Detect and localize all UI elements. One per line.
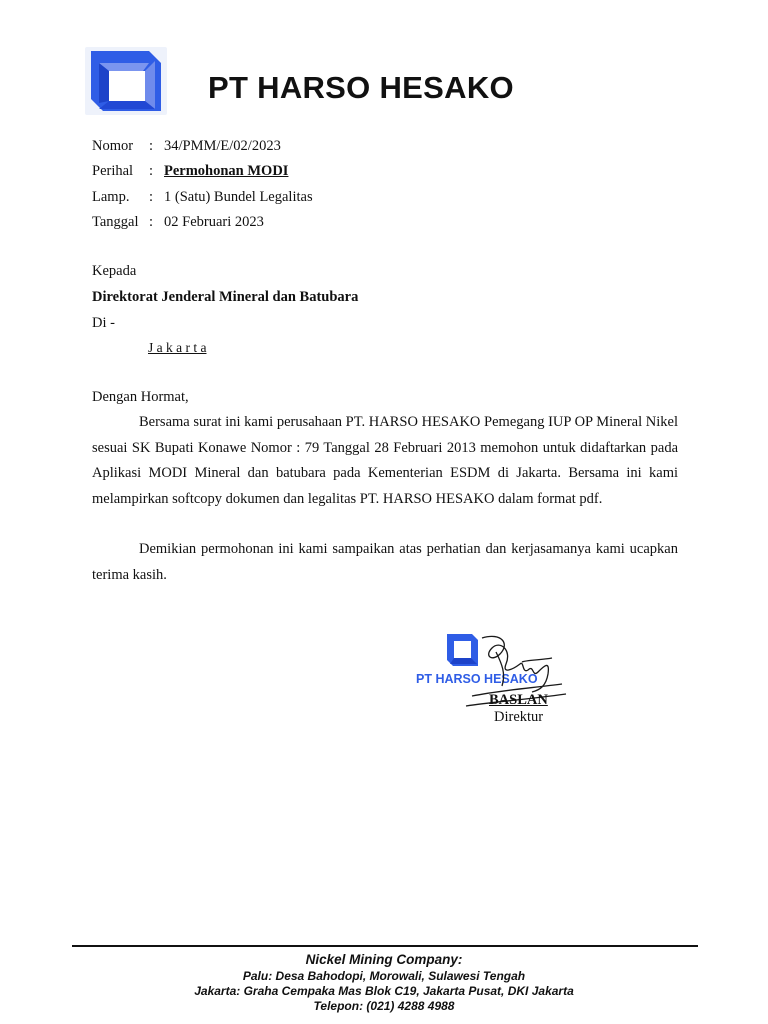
colon: : (149, 163, 154, 179)
colon: : (149, 189, 154, 205)
footer-line-4: Telepon: (021) 4288 4988 (313, 999, 455, 1013)
tanggal-label: Tanggal (92, 214, 139, 230)
company-logo (85, 47, 167, 115)
recipient-city: J a k a r t a (148, 340, 207, 355)
recipient-kepada: Kepada (92, 263, 137, 279)
perihal-value: Permohonan MODI (164, 163, 289, 179)
paragraph-2-text: Demikian permohonan ini kami sampaikan atas perhatian dan kerjasamanya kami ucapkan terima kasih. (92, 541, 678, 583)
meta-row-lamp (92, 189, 492, 209)
footer-line-1: Nickel Mining Company: (305, 952, 463, 967)
company-name: PT HARSO HESAKO (208, 70, 514, 105)
colon: : (149, 214, 154, 230)
nomor-value: 34/PMM/E/02/2023 (164, 138, 281, 154)
footer-divider (72, 945, 698, 947)
lamp-label: Lamp. (92, 189, 130, 205)
paragraph-1-text: Bersama surat ini kami perusahaan PT. HARSO HESAKO Pemegang IUP OP Mineral Nikel sesuai SK Bupati Konawe Nomor : 79 Tanggal 28 Februari 2013 memohon untuk didaftarkan pada Aplikasi MODI Mineral dan batubara pada Kementerian ESDM di Jakarta. Bersama ini kami melampirkan softcopy dokumen dan legalitas PT. HARSO HESAKO dalam format pdf. (92, 414, 678, 507)
recipient-name: Direktorat Jenderal Mineral dan Batubara (92, 289, 359, 305)
tanggal-value: 02 Februari 2023 (164, 214, 264, 230)
salutation: Dengan Hormat, (92, 389, 189, 405)
meta-row-perihal (92, 163, 492, 183)
meta-row-tanggal (92, 214, 492, 234)
body-paragraph-2 (92, 537, 678, 588)
signer-title: Direktur (494, 709, 544, 725)
signer-name: BASLAN (489, 692, 548, 708)
lamp-value: 1 (Satu) Bundel Legalitas (164, 189, 313, 205)
footer-line-3: Jakarta: Graha Cempaka Mas Blok C19, Jakarta Pusat, DKI Jakarta (194, 984, 574, 998)
footer-line-2: Palu: Desa Bahodopi, Morowali, Sulawesi Tengah (242, 969, 526, 983)
meta-row-nomor (92, 138, 492, 158)
nomor-label: Nomor (92, 138, 134, 154)
body-paragraph-1 (92, 410, 678, 512)
colon: : (149, 138, 154, 154)
perihal-label: Perihal (92, 163, 134, 179)
recipient-di: Di - (92, 315, 115, 331)
stamp-text: PT HARSO HESAKO (416, 672, 538, 686)
